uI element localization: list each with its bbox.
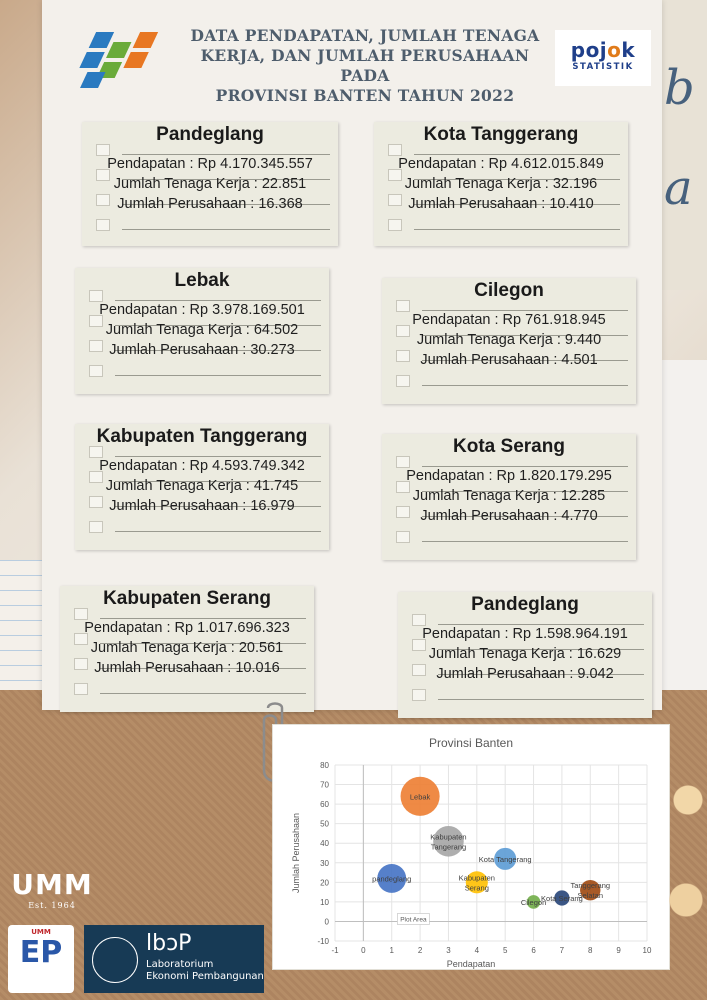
x-tick-label: 1 — [389, 946, 394, 955]
pojok-brand-part: poj — [570, 38, 608, 62]
y-tick-label: 30 — [320, 858, 329, 868]
pojok-brand-part: k — [621, 38, 636, 62]
card-title: Pandeglang — [471, 594, 579, 615]
lab-seal-icon — [92, 937, 138, 983]
ep-logo-top: UMM — [31, 928, 51, 936]
card-tab — [89, 365, 103, 377]
card-perusahaan: Jumlah Perusahaan : 9.042 — [436, 666, 614, 682]
x-tick-label: 9 — [616, 946, 621, 955]
region-card — [382, 278, 636, 404]
card-title: Kota Serang — [453, 436, 565, 457]
chart-svg — [273, 725, 669, 969]
y-axis-label: Jumlah Perusahaan — [291, 812, 301, 894]
lab-ep-logo — [84, 925, 264, 993]
card-rule — [422, 466, 628, 467]
card-pendapatan: Pendapatan : Rp 4.593.749.342 — [99, 458, 305, 474]
bubble-data-label: Kabupaten — [430, 832, 467, 842]
title-line: KERJA, DAN JUMLAH PERUSAHAAN PADA — [200, 46, 530, 85]
card-title: Cilegon — [474, 280, 544, 301]
bubble-data-label: Kabupaten — [458, 873, 495, 883]
region-card — [75, 268, 329, 394]
y-tick-label: 0 — [324, 917, 329, 927]
card-rule — [422, 385, 628, 386]
y-tick-label: 80 — [320, 761, 329, 770]
x-axis-label: Pendapatan — [446, 959, 496, 969]
y-tick-label: 10 — [320, 897, 329, 907]
card-pendapatan: Pendapatan : Rp 761.918.945 — [412, 312, 606, 328]
y-tick-label: 40 — [320, 839, 329, 849]
card-tenaga-kerja: Jumlah Tenaga Kerja : 32.196 — [404, 176, 598, 192]
card-title: Pandeglang — [156, 124, 264, 145]
card-rule — [438, 699, 644, 700]
lab-name-line: Ekonomi Pembangunan — [146, 971, 264, 982]
card-rule — [115, 531, 321, 532]
card-tenaga-kerja: Jumlah Tenaga Kerja : 22.851 — [113, 176, 307, 192]
card-tab — [396, 375, 410, 387]
y-tick-label: 20 — [320, 878, 329, 888]
x-tick-label: 2 — [417, 946, 423, 955]
card-tenaga-kerja: Jumlah Tenaga Kerja : 41.745 — [105, 478, 299, 494]
x-tick-label: 8 — [588, 946, 593, 955]
card-tab — [388, 219, 402, 231]
page-title — [180, 26, 550, 106]
card-tab — [412, 689, 426, 701]
card-title: Lebak — [174, 270, 230, 291]
plot-area-tooltip-text: Plot Area — [400, 916, 427, 924]
card-tab — [396, 531, 410, 543]
pojok-brand-part: o — [607, 38, 622, 62]
card-rule — [414, 229, 620, 230]
lab-name-line: Laboratorium — [146, 959, 214, 970]
card-title: Kabupaten Tanggerang — [96, 426, 308, 447]
bubble-data-label: Tanggerang — [570, 881, 611, 891]
ep-logo — [8, 925, 74, 993]
bubble-data-label: Tangerang — [430, 842, 467, 852]
card-tenaga-kerja: Jumlah Tenaga Kerja : 20.561 — [90, 640, 284, 656]
region-card — [398, 592, 652, 718]
card-pendapatan: Pendapatan : Rp 1.820.179.295 — [406, 468, 612, 484]
card-pendapatan: Pendapatan : Rp 4.170.345.557 — [107, 156, 313, 172]
bubble-data-label: Lebak — [409, 792, 431, 802]
lab-name — [146, 959, 264, 983]
card-rule — [414, 154, 620, 155]
y-tick-label: 50 — [320, 819, 329, 829]
x-tick-label: 7 — [559, 946, 565, 955]
card-rule — [422, 310, 628, 311]
region-card — [75, 424, 329, 550]
card-perusahaan: Jumlah Perusahaan : 4.770 — [420, 508, 598, 524]
y-tick-label: 60 — [320, 800, 329, 810]
card-rule — [438, 624, 644, 625]
background-scribble: b — [664, 60, 695, 116]
pojok-brand — [555, 38, 651, 62]
card-rule — [115, 456, 321, 457]
bps-logo-icon — [68, 28, 160, 100]
x-tick-label: 3 — [446, 946, 451, 955]
y-tick-label: 70 — [320, 780, 329, 790]
x-tick-label: -1 — [331, 946, 339, 955]
card-rule — [122, 229, 330, 230]
card-title: Kabupaten Serang — [103, 588, 271, 609]
card-rule — [422, 541, 628, 542]
x-tick-label: 4 — [474, 946, 480, 955]
card-pendapatan: Pendapatan : Rp 1.017.696.323 — [84, 620, 290, 636]
region-card — [382, 434, 636, 560]
card-tenaga-kerja: Jumlah Tenaga Kerja : 12.285 — [412, 488, 606, 504]
bubble-data-label: Serang — [464, 883, 489, 893]
card-rule — [115, 300, 321, 301]
x-tick-label: 10 — [642, 946, 652, 955]
card-rule — [115, 375, 321, 376]
bubble-data-label: Cilegon — [520, 897, 547, 907]
region-card — [60, 586, 314, 712]
umm-logo — [10, 868, 94, 910]
background-scribble: a — [664, 160, 693, 216]
card-rule — [100, 693, 306, 694]
card-tab — [89, 521, 103, 533]
umm-est-text: Est. 1964 — [28, 901, 76, 910]
x-tick-label: 5 — [502, 946, 508, 955]
pojok-subtitle: STATISTIK — [572, 62, 634, 72]
card-tab — [74, 683, 88, 695]
umm-logo-text: UMM — [11, 868, 93, 901]
bubble-data-label: Selatan — [577, 891, 603, 901]
bubble-data-label: Kota Serang — [541, 893, 583, 903]
card-perusahaan: Jumlah Perusahaan : 4.501 — [420, 352, 598, 368]
ep-logo-main: EP — [19, 935, 63, 970]
card-pendapatan: Pendapatan : Rp 1.598.964.191 — [422, 626, 628, 642]
title-line: DATA PENDAPATAN, JUMLAH TENAGA — [190, 26, 540, 45]
card-tenaga-kerja: Jumlah Tenaga Kerja : 64.502 — [105, 322, 299, 338]
y-tick-label: -10 — [317, 937, 329, 946]
card-perusahaan: Jumlah Perusahaan : 30.273 — [109, 342, 295, 358]
card-title: Kota Tanggerang — [423, 124, 579, 145]
card-rule — [122, 154, 330, 155]
card-perusahaan: Jumlah Perusahaan : 16.979 — [109, 498, 295, 514]
card-perusahaan: Jumlah Perusahaan : 10.016 — [94, 660, 280, 676]
decorative-flowers — [668, 760, 707, 960]
x-tick-label: 0 — [361, 946, 366, 955]
region-card — [374, 122, 628, 246]
card-tab — [96, 219, 110, 231]
lab-mark: lbↄP — [146, 931, 192, 956]
card-pendapatan: Pendapatan : Rp 4.612.015.849 — [398, 156, 604, 172]
card-rule — [100, 618, 306, 619]
card-tenaga-kerja: Jumlah Tenaga Kerja : 9.440 — [416, 332, 602, 348]
pojok-statistik-logo — [555, 30, 651, 86]
card-tenaga-kerja: Jumlah Tenaga Kerja : 16.629 — [428, 646, 622, 662]
card-perusahaan: Jumlah Perusahaan : 10.410 — [408, 196, 594, 212]
card-perusahaan: Jumlah Perusahaan : 16.368 — [117, 196, 303, 212]
x-tick-label: 6 — [531, 946, 536, 955]
region-card — [82, 122, 338, 246]
card-pendapatan: Pendapatan : Rp 3.978.169.501 — [99, 302, 305, 318]
title-line: PROVINSI BANTEN TAHUN 2022 — [215, 86, 515, 105]
bubble-data-label: pandeglang — [372, 874, 412, 884]
chart-title: Provinsi Banten — [428, 736, 514, 750]
bubble-chart — [272, 724, 670, 970]
bubble-data-label: Kota Tangerang — [478, 854, 532, 864]
